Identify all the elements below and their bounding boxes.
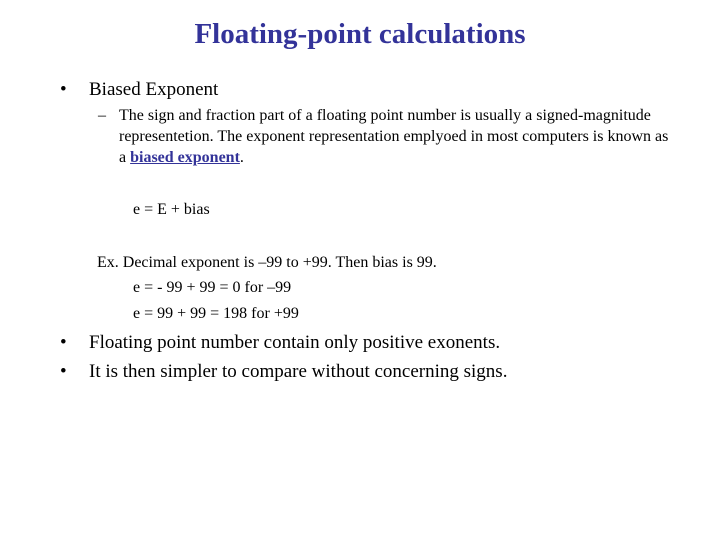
bullet-symbol: • xyxy=(60,361,67,382)
sub-bullet-dash: – xyxy=(98,107,106,124)
sub-bullet-text-end: . xyxy=(239,149,244,166)
bullet-symbol: • xyxy=(60,79,67,100)
bullet-symbol: • xyxy=(60,332,67,353)
bullet-text: Floating point number contain only positive exonents. xyxy=(89,332,501,353)
biased-exponent-link[interactable]: biased exponent xyxy=(130,149,240,166)
sub-bullet-definition xyxy=(98,105,678,168)
bullet-text: Biased Exponent xyxy=(89,79,219,100)
example-intro: Ex. Decimal exponent is –99 to +99. Then bias is 99. xyxy=(97,254,437,271)
example-line-1: e = - 99 + 99 = 0 for –99 xyxy=(133,279,292,296)
sub-bullet-body xyxy=(119,105,678,168)
slide-title: Floating-point calculations xyxy=(194,18,526,50)
example-line-2: e = 99 + 99 = 198 for +99 xyxy=(133,305,299,322)
bullet-text: It is then simpler to compare without concerning signs. xyxy=(89,361,508,382)
sub-bullet-text: The sign and fraction part of a floating point number is usually a signed-magnitude representetion. The exponent representation emplyoed in most computers is known as a xyxy=(119,107,669,166)
formula: e = E + bias xyxy=(133,201,210,218)
